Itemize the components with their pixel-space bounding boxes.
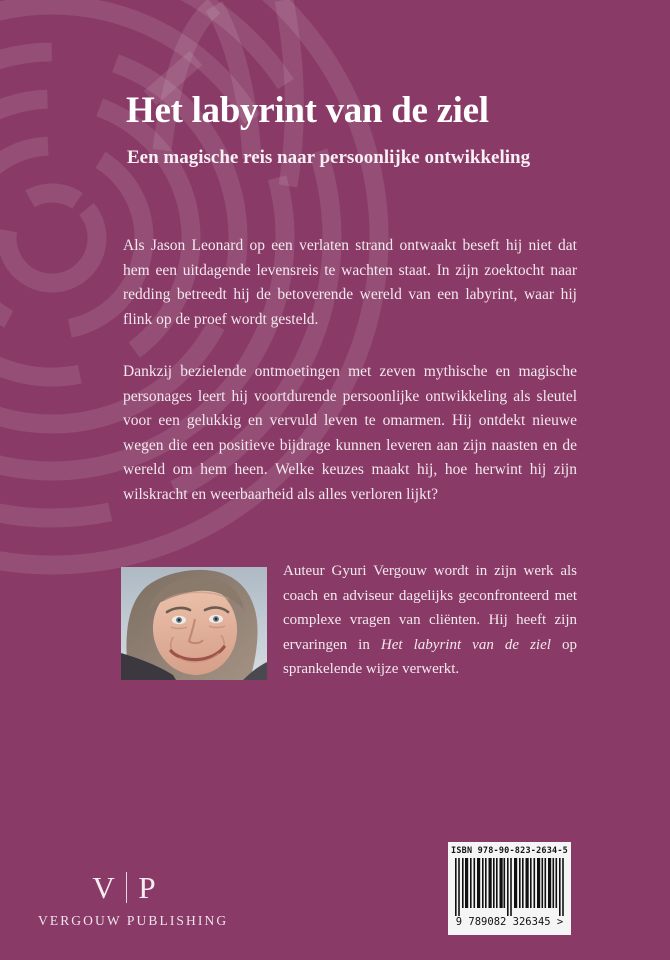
book-subtitle: Een magische reis naar persoonlijke ontwikkeling <box>127 147 531 168</box>
publisher-name: VERGOUW PUBLISHING <box>38 913 229 928</box>
author-bio-text: Auteur Gyuri Vergouw wordt in zijn werk als coach en adviseur dagelijks geconfronteerd met complexe vragen van cliënten. Hij heeft zijn ervaringen in <box>283 563 577 653</box>
author-portrait-icon <box>121 567 267 680</box>
barcode-number: 9 789082 326345 > <box>455 916 564 928</box>
author-bio-book-title: Het labyrint van de ziel <box>380 636 551 653</box>
synopsis-paragraph-2: Dankzij bezielende ontmoetingen met zeven mythische en magische personages leert hij voortdurende persoonlijke ontwikkeling als sleutel voor een gelukkig en vervuld leven te omarmen. Hij ontdekt nieuwe wegen die een positieve bijdrage kunnen leveren aan zijn naasten en de wereld om hem heen. Welke keuzes maakt hij, hoe herwint hij zijn wilskracht en weerbaarheid als alles verloren lijkt? <box>123 363 577 503</box>
author-bio-text-end: op sprankelende wijze verwerkt. <box>283 636 577 678</box>
publisher-logo <box>38 870 229 928</box>
author-photo <box>121 567 267 680</box>
publisher-initial-v: V <box>92 870 115 905</box>
isbn-label: ISBN 978-90-823-2634-5 <box>451 846 568 856</box>
isbn-barcode <box>448 842 571 935</box>
book-title: Het labyrint van de ziel <box>126 90 489 131</box>
barcode-bars-icon <box>455 858 564 916</box>
author-bio <box>283 559 577 682</box>
synopsis-paragraph-1: Als Jason Leonard op een verlaten strand ontwaakt beseft hij niet dat hem een uitdagende levensreis te wachten staat. In zijn zoektocht naar redding betreedt hij de betoverende wereld van een labyrint, waar hij flink op de proef wordt gesteld. <box>123 237 577 328</box>
publisher-initial-p: P <box>138 870 156 905</box>
publisher-initials <box>38 872 210 903</box>
publisher-divider-bar <box>126 872 128 903</box>
